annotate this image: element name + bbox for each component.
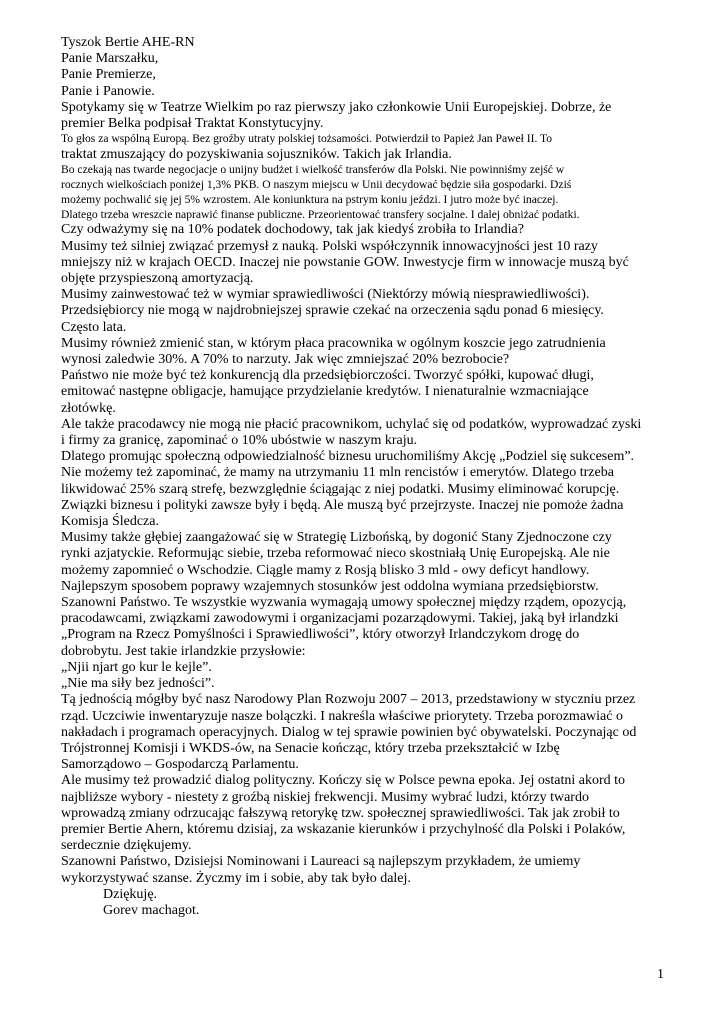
text-line: Musimy też silniej związać przemysł z nauką. Polski współczynnik innowacyjności jest 10 razy (61, 238, 598, 254)
text-line: Szanowni Państwo. Te wszystkie wyzwania wymagają umowy społecznej między rządem, opozycją, (61, 595, 627, 611)
text-line: Musimy także głębiej zaangażować się w Strategię Lizbońską, by dogonić Stany Zjednoczone czy (61, 530, 612, 546)
text-line: nakładach i programach operacyjnych. Dialog w tej sprawie powinien być obywatelski. Poczynając od (61, 724, 637, 740)
text-line: Nie możemy też zapominać, że mamy na utrzymaniu 11 mln rencistów i emerytów. Dlatego trzeba (61, 465, 614, 481)
text-line: i firmy za granicę, zapominać o 10% ubóstwie w naszym kraju. (61, 433, 418, 449)
text-line: rząd. Uczciwie inwentaryzuje nasze bolączki. I nakreśla właściwe priorytety. Trzeba porozmawiać o (61, 708, 623, 724)
text-line: Ale także pracodawcy nie mogą nie płacić pracownikom, uchylać się od podatków, wyprowadzać zyski (61, 416, 642, 432)
text-line: Związki biznesu i polityki zawsze były i będą. Ale muszą być przejrzyste. Inaczej nie pomoże żadna (61, 497, 624, 513)
text-line: złotówkę. (61, 400, 116, 416)
text-line: Komisja Śledcza. (61, 514, 159, 530)
text-line: możemy pochwalić się jej 5% wzrostem. Ale koniunktura na pstrym koniu jeździ. I jutro może być inaczej. (61, 192, 559, 206)
text-line: dobrobytu. Jest takie irlandzkie przysłowie: (61, 643, 306, 659)
text-line: likwidować 25% szarą strefę, bezwzględnie ściągając z niej podatki. Musimy eliminować korupcję. (61, 481, 620, 497)
text-line: Czy odważymy się na 10% podatek dochodowy, tak jak kiedyś zrobiła to Irlandia? (61, 222, 524, 238)
text-line: rynki azjatyckie. Reformując siebie, trzeba reformować nieco skostniałą Unię Europejską. Ale nie (61, 546, 610, 562)
text-line: Często lata. (61, 319, 127, 335)
page-number: 1 (657, 967, 664, 982)
text-line: Trójstronnej Komisji i WKDS-ów, na Senacie kończąc, który trzeba przekształcić w Izbę (61, 740, 560, 756)
text-line: Dziękuję. (103, 886, 158, 902)
text-line: Musimy również zmienić stan, w którym płaca pracownika w ogólnym koszcie jego zatrudnienia (61, 335, 606, 351)
text-line: Samorządowo – Gospodarczą Parlamentu. (61, 757, 299, 773)
text-line: serdecznie dziękujemy. (61, 838, 192, 854)
text-line: wprowadzą zmiany odrzucając fałszywą retorykę tzw. społecznej sprawiedliwości. Tak jak zrobił to (61, 805, 620, 821)
text-line: traktat zmuszający do pozyskiwania sojuszników. Takich jak Irlandia. (61, 147, 452, 163)
text-line: mniejszy niż w krajach OECD. Inaczej nie powstanie GOW. Inwestycje firm w innowacje muszą być (61, 254, 629, 270)
text-line: Spotykamy się w Teatrze Wielkim po raz pierwszy jako członkowie Unii Europejskiej. Dobrze, że (61, 99, 612, 115)
text-line: „Njii njart go kur le kejle”. (61, 659, 212, 675)
text-line: Dlatego trzeba wreszcie naprawić finanse publiczne. Przeorientować transfery socjalne. I dalej obniżać podatki. (61, 207, 580, 221)
text-line: To głos za wspólną Europą. Bez groźby utraty polskiej tożsamości. Potwierdził to Papież Jan Paweł II. To (61, 132, 553, 146)
text-line: Panie i Panowie. (61, 83, 155, 99)
text-line: pracodawcami, związkami zawodowymi i organizacjami pozarządowymi. Takiej, jaką był irlandzki (61, 611, 619, 627)
text-line: Musimy zainwestować też w wymiar sprawiedliwości (Niektórzy mówią niesprawiedliwości). (61, 287, 590, 303)
text-line: najbliższe wybory - niestety z groźbą niskiej frekwencji. Musimy wybrać ludzi, którzy twardo (61, 789, 589, 805)
text-line: Bo czekają nas twarde negocjacje o unijny budżet i wielkość transferów dla Polski. Nie powinniśmy zejść w (61, 163, 565, 177)
text-line: Tą jednością mógłby być nasz Narodowy Plan Rozwoju 2007 – 2013, przedstawiony w styczniu przez (61, 692, 636, 708)
text-line: Gorev machagot. (103, 902, 200, 918)
text-line: Panie Marszałku, (61, 51, 159, 67)
text-line: emitować następne obligacje, hamujące przydzielanie kredytów. I nienaturalnie wzmacniające (61, 384, 589, 400)
text-line: Szanowni Państwo, Dzisiejsi Nominowani i Laureaci są najlepszym przykładem, że umiemy (61, 854, 581, 870)
text-line: „Nie ma siły bez jedności”. (61, 676, 215, 692)
text-line: rocznych wielkościach poniżej 1,3% PKB. O naszym miejscu w Unii decydować będzie siła gospodarki. Dziś (61, 178, 572, 192)
text-line: Państwo nie może być też konkurencją dla przedsiębiorczości. Tworzyć spółki, kupować długi, (61, 368, 594, 384)
text-line: wynosi zaledwie 30%. A 70% to narzuty. Jak więc zmniejszać 20% bezrobocie? (61, 352, 510, 368)
text-line: Ale musimy też prowadzić dialog polityczny. Kończy się w Polsce pewna epoka. Jej ostatni akord to (61, 773, 625, 789)
text-line: objęte przyspieszoną amortyzacją. (61, 271, 254, 287)
text-line: „Program na Rzecz Pomyślności i Sprawiedliwości”, który otworzył Irlandczykom drogę do (61, 627, 580, 643)
text-line: Przedsiębiorcy nie mogą w najdrobniejszej sprawie czekać na orzeczenia sądu ponad 6 miesięcy. (61, 303, 604, 319)
speech-text (61, 35, 681, 919)
text-line: Dlatego promując społeczną odpowiedzialność biznesu uruchomiliśmy Akcję „Podziel się sukcesem”. (61, 449, 635, 465)
text-line: Najlepszym sposobem poprawy wzajemnych stosunków jest oddolna wymiana przedsiębiorstw. (61, 578, 599, 594)
text-line: premier Bertie Ahern, któremu dzisiaj, za wskazanie kierunków i przychylność dla Polski i Polaków, (61, 821, 626, 837)
text-line: Tyszok Bertie AHE-RN (61, 35, 195, 50)
text-line: premier Belka podpisał Traktat Konstytucyjny. (61, 116, 324, 132)
text-line: wykorzystywać szanse. Życzmy im i sobie, aby tak było dalej. (61, 870, 411, 886)
text-line: możemy zapomnieć o Wschodzie. Ciągle mamy z Rosją blisko 3 mld - owy deficyt handlowy. (61, 562, 590, 578)
text-line: Panie Premierze, (61, 67, 156, 83)
